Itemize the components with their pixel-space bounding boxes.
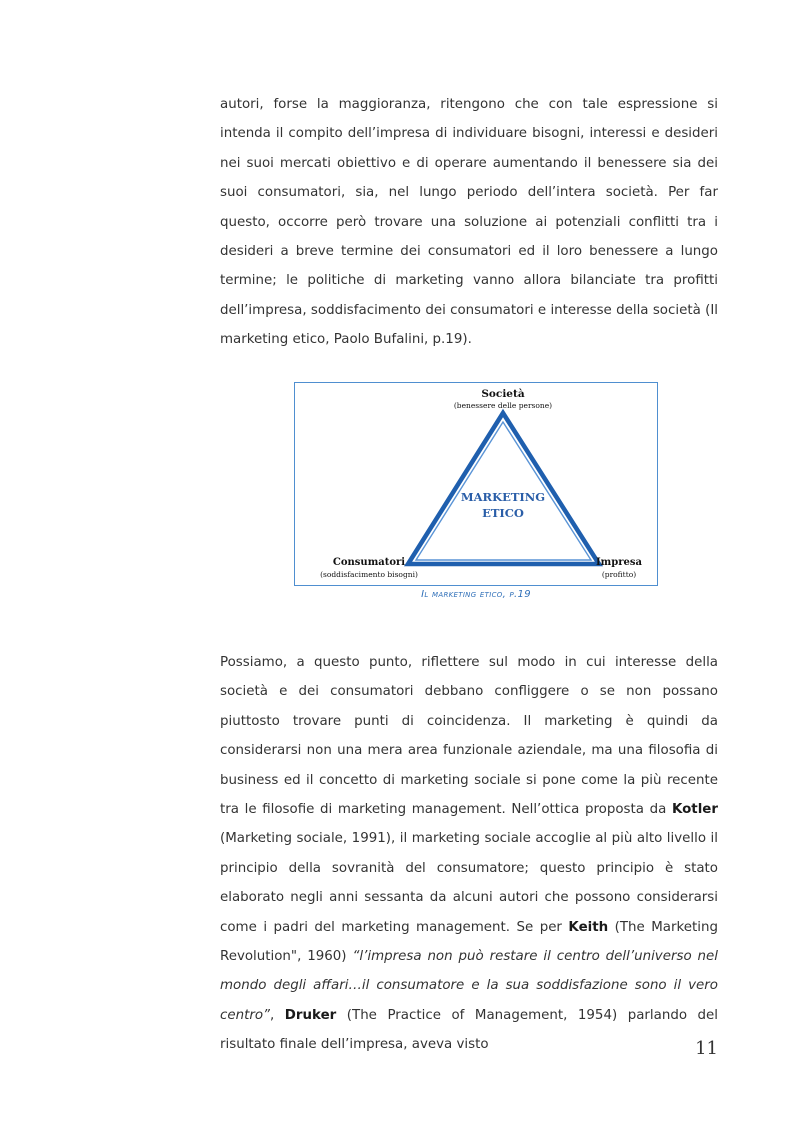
marketing-etico-diagram xyxy=(294,382,658,586)
vertex-left-sublabel: (soddisfacimento bisogni) xyxy=(320,570,418,579)
keith-quote: “l’impresa non può restare il centro dell’universo nel mondo degli affari…il consumatore e la sua soddisfazione sono il vero centro” xyxy=(220,949,718,1023)
center-label-line2: ETICO xyxy=(482,506,524,520)
figure-caption: Il marketing etico, p.19 xyxy=(421,589,531,600)
paragraph-2 xyxy=(220,648,718,1060)
vertex-left-label: Consumatori xyxy=(332,557,406,568)
page-number: 11 xyxy=(695,1038,718,1059)
vertex-right-label: Impresa xyxy=(596,557,642,568)
vertex-top-sublabel: (benessere delle persone) xyxy=(453,401,553,410)
paragraph-1: autori, forse la maggioranza, ritengono che con tale espressione si intenda il compito dell’impresa di individuare bisogni, interessi e desideri nei suoi mercati obiettivo e di operare aumentando il benessere sia dei suoi consumatori, sia, nel lungo periodo dell’intera società. Per far questo, occorre però trovare una soluzione ai potenziali conflitti tra i desideri a breve termine dei consumatori ed il loro benessere a lungo termine; le politiche di marketing vanno allora bilanciate tra profitti dell’impresa, soddisfacimento dei consumatori e interesse della società (Il marketing etico, Paolo Bufalini, p.19). xyxy=(220,97,718,348)
paragraph-2-text-1: Possiamo, a questo punto, riflettere sul modo in cui interesse della società e dei consumatori debbano confliggere o se non possano piuttosto trovare punti di coincidenza. Il marketing è quindi da considerarsi non una mera area funzionale aziendale, ma una filosofia di business ed il concetto di marketing sociale si pone come la più recente tra le filosofie di marketing management. Nell’ottica proposta da xyxy=(220,655,718,818)
vertex-right-sublabel: (profitto) xyxy=(601,570,637,579)
triangle-outer xyxy=(408,413,599,564)
triangle-diagram-svg xyxy=(295,383,657,585)
vertex-top-label: Società xyxy=(481,388,525,400)
paragraph-2-text-2: (Marketing sociale, 1991), il marketing sociale accoglie al più alto livello il principio della sovranità del consumatore; questo principio è stato elaborato negli anni sessanta da alcuni autori che possono considerarsi come i padri del marketing management. Se per xyxy=(220,831,718,935)
paragraph-2-text-3: (The Marketing Revolution", 1960) xyxy=(220,919,718,965)
paragraph-2-text-5: (The Practice of Management, 1954) parlando del risultato finale dell’impresa, aveva visto xyxy=(220,1007,719,1053)
center-label-line1: MARKETING xyxy=(460,490,546,504)
author-keith: Keith xyxy=(568,919,609,935)
paragraph-2-text-4: , xyxy=(269,1007,285,1023)
author-druker: Druker xyxy=(284,1007,337,1023)
author-kotler: Kotler xyxy=(671,802,718,818)
